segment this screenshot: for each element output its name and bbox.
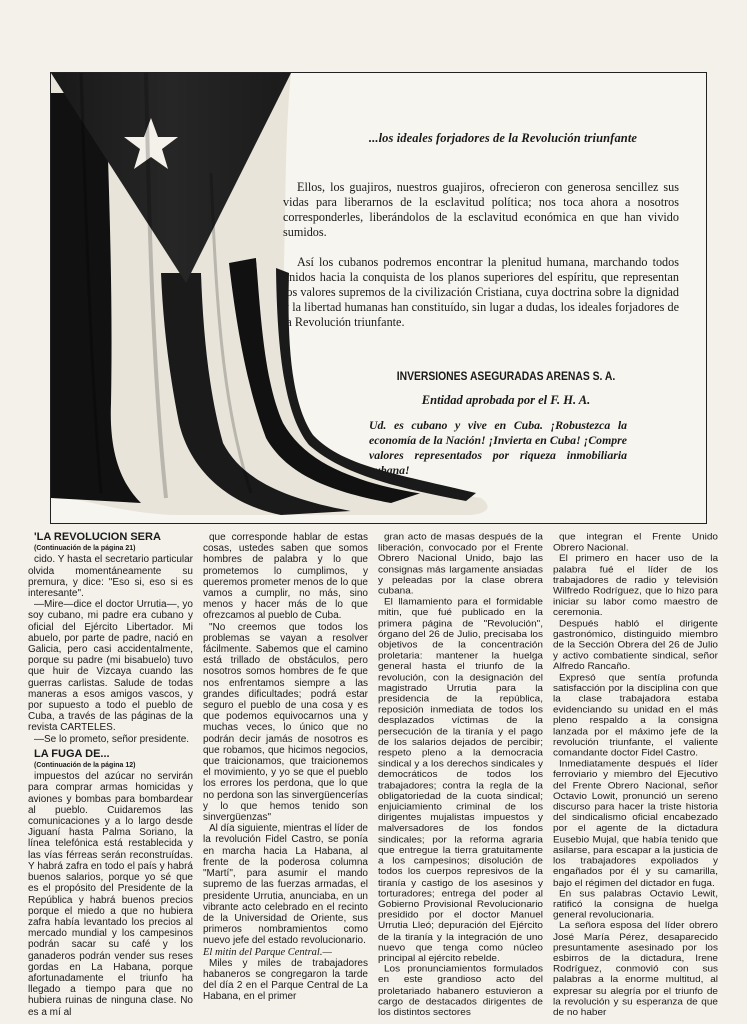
ad-slogan: Ud. es cubano y vive en Cuba. ¡Robustezca la economía de la Nación! ¡Invierta en Cuba! ¡Compre valores representados por riqueza inmobiliaria cubana! — [369, 418, 627, 477]
section-heading: 'LA REVOLUCION SERA — [34, 531, 161, 543]
article-columns — [28, 532, 718, 1018]
paragraph: "No creemos que todos los problemas se vayan a resolver fácilmente. Sabemos que el camino está trillado de obstáculos, pero nosotros somos hombres de fe que nos enfrentamos siempre a las grandes dificultades; podrá estar seguro el pueblo de una cosa y es que podemos equivocarnos una y muchas veces, lo único que no podrán decir jamás de nosotros es que robamos, que hicimos negocios, que traicionamos, que traicionemos el movimiento, y yo se que el pueblo los errores los perdona, que lo que no perdona son las sinvergüencerías y lo que hemos tenido son sinvergüenzas" — [203, 621, 368, 824]
continuation-note: (Continuación de la página 12) — [34, 762, 136, 770]
paragraph: En sus palabras Octavio Lewit, ratificó la consigna de huelga general revolucionaria. — [553, 888, 718, 921]
paragraph: cido. Y hasta el secretario particular olvida momentáneamente su premura, y dice: "Eso si, eso si es interesante". — [28, 554, 193, 600]
ad-headline: ...los ideales forjadores de la Revolución triunfante — [368, 131, 638, 145]
advertisement — [50, 72, 707, 524]
ad-approved-line: Entidad aprobada por el F. H. A. — [421, 393, 591, 407]
section-heading: LA FUGA DE... — [34, 747, 110, 760]
column-2 — [203, 532, 368, 1018]
paragraph: Después habló el dirigente gastronómico, distinguido miembro de la Sección Obrera del 26 de Julio y activo combatiente sindical, señor Alfredo Rancaño. — [553, 618, 718, 673]
paragraph: Expresó que sentía profunda satisfacción por la disciplina con que la clase trabajadora estaba evidenciando su unidad en el más pleno respaldo a la consigna lanzada por el máximo jefe de la revolución triunfante, el valiente comandante doctor Fidel Castro. — [553, 672, 718, 759]
paragraph: que corresponde hablar de estas cosas, ustedes saben que somos hombres de palabra y lo que prometemos lo cumplimos, y queremos prometer menos de lo que vamos a cumplir, no más, sino menos y hacer más de lo que ofrezcamos al pueblo de Cuba. — [203, 532, 368, 622]
paragraph: que integran el Frente Unido Obrero Nacional. — [553, 532, 718, 554]
column-4 — [553, 532, 718, 1018]
column-3 — [378, 532, 543, 1018]
paragraph: El primero en hacer uso de la palabra fué el líder de los trabajadores de radio y televisión Wilfredo Rodríguez, que lo hizo para iniciar su labor como maestro de ceremonia. — [553, 553, 718, 619]
paragraph: —Mire—dice el doctor Urrutia—, yo soy cubano, mi padre era cubano y oficial del Ejército Libertador. Mi abuelo, por parte de padre, nació en Galicia, pero casi accidentalmente, porque su padre (mi bisabuelo) tuvo que huir de Vizcaya cuando las guerras carlistas. Salude de todas maneras a esos amigos vascos, y por supuesto a todo el pueblo de Cuba, a través de las páginas de la revista CARTELES. — [28, 599, 193, 734]
paragraph: El llamamiento para el formidable mitin, que fué publicado en la primera página de "Revolución", órgano del 26 de Julio, precisaba los objetivos de la concentración proletaria: mantener la huelga general hasta el triunfo de la revolución, con la designación del magistrado Urrutia para la presidencia de la república, reposición inmediata de todos los desplazados víctimas de la persecución de la tiranía y el pago de los salarios dejados de percibir; respeto pleno a la democracia sindical y a los derechos sindicales y democráticos de todos los trabajadores; contra la regla de la obligatoriedad de la cuota sindical; enjuiciamiento criminal de los dirigentes mujalistas impuestos y malversadores de los fondos sindicales; por la reforma agraria que entregue la tierra gratuitamente a los campesinos; disolución de todos los cuerpos represivos de la tiranía y castigo de los asesinos y torturadores; entrega del poder al Gobierno Provisional Revolucionario presidido por el doctor Manuel Urrutia Lleó; depuración del Ejército de la tiranía y la integración de uno nuevo que tenga como núcleo principal al ejército rebelde. — [378, 596, 543, 964]
ad-paragraph-1: Ellos, los guajiros, nuestros guajiros, ofrecieron con generosa sencillez sus vidas para liberarnos de la esclavitud política; nos toca ahora a nosotros corresponderles, liberándolos de la esclavitud económica en que han vivido sumidos. — [283, 180, 679, 239]
paragraph: Al día siguiente, mientras el líder de la revolución Fidel Castro, se ponía en marcha hacia La Habana, al frente de la poderosa columna "Martí", para asumir el mando supremo de las fuerzas armadas, el presidente Urrutia, anunciaba, en un vibrante acto celebrado en el recinto de la Universidad de Oriente, sus primeros nombramientos como nuevo jefe del estado revolucionario. — [203, 823, 368, 947]
paragraph: Inmediatamente después el líder ferroviario y miembro del Ejecutivo del Frente Obrero Nacional, señor Octavio Lowit, pronunció un sereno discurso para hacer la triste historia del sindicalismo oficial encabezado por el agente de la dictadura Eusebio Mujal, que había tenido que asilarse, para escapar a la justicia de los trabajadores expoliados y engañados por él y su camarilla, bajo el régimen del dictador en fuga. — [553, 758, 718, 889]
ad-paragraph-2: Así los cubanos podremos encontrar la plenitud humana, marchando todos unidos hacia la conquista de los planos superiores del espíritu, que representan los valores supremos de la civilización Cristiana, cuya doctrina sobre la dignidad y la libertad humanas han constituído, sin lugar a dudas, los ideales forjadores de la Revolución triunfante. — [283, 255, 679, 329]
paragraph: —Se lo prometo, señor presidente. — [34, 733, 190, 745]
column-1 — [28, 532, 193, 1018]
paragraph: Miles y miles de trabajadores habaneros se congregaron la tarde del día 2 en el Parque Central de La Habana, en el primer — [203, 957, 368, 1003]
paragraph: La señora esposa del líder obrero José María Pérez, desaparecido presuntamente asesinado por los esbirros de la dictadura, Irene Rodríguez, conmovió con sus palabras a la enorme multitud, al expresar su alegría por el triunfo de la revolución y su esperanza de que de no haber — [553, 920, 718, 1018]
paragraph: impuestos del azúcar no servirán para comprar armas homicidas y aviones y bombas para bombardear al pueblo. Cuidaremos las comunicaciones y a lo largo desde Jiguaní hasta Palma Soriano, la línea telefónica está restablecida y las vías férreas serán reconstruídas. Y habrá zafra en todo el país y habrá buenos salarios, porque yo sé que es el propósito del Presidente de la República y habrá buenos precios porque el miedo a que no hubiera zafra había levantado los precios al mercado mundial y los campesinos podrán sacar su café y los ganaderos podrán vender sus reses gordas en La Habana, porque afortunadamente el triunfo ha llegado a tiempo para que no hubiera ruinas de ninguna clase. No es a mí al — [28, 771, 193, 1018]
continuation-note: (Continuación de la página 21) — [34, 545, 136, 553]
subheading: El mitin del Parque Central.— — [203, 946, 332, 958]
paragraph: gran acto de masas después de la liberación, convocado por el Frente Obrero Nacional Unido, bajo las consignas más largamente ansiadas y peleadas por la clase obrera cubana. — [378, 532, 543, 597]
ad-company-name: INVERSIONES ASEGURADAS ARENAS S. A. — [396, 371, 616, 383]
paragraph: Los pronunciamientos formulados en este grandioso acto del proletariado habanero estuvieron a cargo de destacados dirigentes de los distintos sectores — [378, 963, 543, 1018]
